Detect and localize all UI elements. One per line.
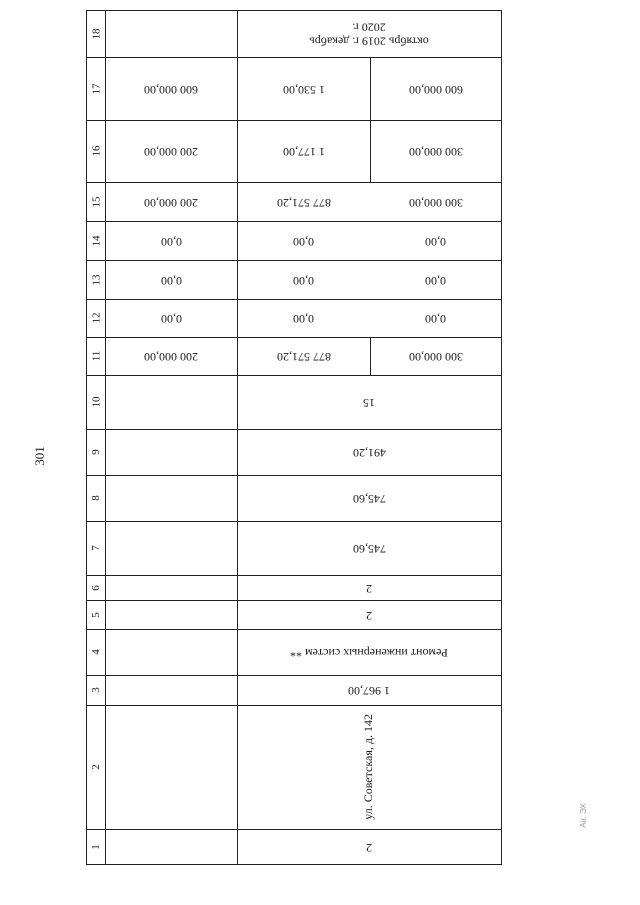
cell-col11-c: 300 000,00 — [408, 349, 463, 364]
cell-address: ул. Советская, д. 142 — [361, 714, 376, 820]
cell-col5: 2 — [366, 608, 372, 623]
cell-entry-number: 2 — [366, 840, 372, 855]
column-header-12: 12 — [90, 312, 102, 324]
cell-col13-c: 0,00 — [425, 273, 446, 288]
column-header-4: 4 — [90, 649, 102, 655]
column-header-14: 14 — [90, 235, 102, 246]
column-header-3: 3 — [90, 687, 102, 693]
column-header-7: 7 — [90, 545, 102, 551]
cell-col12-a: 0,00 — [160, 311, 182, 326]
repair-schedule-table — [86, 10, 502, 865]
cell-col16-per-unit: 1 177,00 — [282, 144, 325, 159]
cell-col10: 15 — [363, 395, 375, 410]
cell-col11-a: 200 000,00 — [144, 349, 198, 364]
column-header-13: 13 — [90, 274, 102, 285]
column-header-11: 11 — [90, 350, 102, 362]
cell-col6: 2 — [366, 581, 372, 596]
column-header-5: 5 — [90, 611, 102, 618]
cell-col16-value: 300 000,00 — [408, 144, 463, 159]
cell-col16-total: 200 000,00 — [144, 144, 198, 159]
watermark: Air. ЭХ — [578, 802, 588, 828]
cell-col12-b: 0,00 — [293, 311, 314, 326]
cell-col13-a: 0,00 — [160, 273, 182, 288]
column-header-6: 6 — [90, 584, 102, 591]
cell-col8: 745,60 — [352, 491, 386, 506]
cell-col17-value: 600 000,00 — [408, 82, 463, 97]
cell-col12-c: 0,00 — [425, 311, 446, 326]
column-header-16: 16 — [90, 145, 102, 157]
column-header-2: 2 — [90, 764, 102, 770]
cell-col7: 745,60 — [352, 541, 386, 556]
column-header-18: 18 — [90, 28, 102, 40]
cell-period: октябрь 2019 г. декабрь 2020 г. — [309, 21, 429, 49]
cell-area: 1 967,00 — [348, 683, 390, 698]
cell-col14-b: 0,00 — [293, 234, 314, 249]
column-header-10: 10 — [90, 396, 102, 408]
cell-col15-c: 300 000,00 — [408, 195, 463, 210]
cell-col15-b: 877 571,20 — [276, 195, 331, 210]
page-number: 301 — [32, 446, 47, 466]
cell-col11-b: 877 571,20 — [276, 349, 331, 364]
cell-col14-a: 0,00 — [160, 234, 182, 249]
column-header-15: 15 — [90, 196, 102, 207]
cell-work-type: Ремонт инженерных систем ** — [290, 645, 448, 660]
cell-col17-total: 600 000,00 — [144, 82, 198, 97]
cell-col15-a: 200 000,00 — [144, 195, 198, 210]
cell-col13-b: 0,00 — [293, 273, 314, 288]
cell-col14-c: 0,00 — [425, 234, 446, 249]
column-header-9: 9 — [90, 449, 102, 455]
cell-col9: 491,20 — [352, 445, 386, 460]
column-header-17: 17 — [90, 83, 102, 94]
column-header-8: 8 — [90, 495, 102, 501]
cell-col17-per-unit: 1 530,00 — [282, 82, 325, 97]
column-header-1: 1 — [90, 843, 102, 850]
